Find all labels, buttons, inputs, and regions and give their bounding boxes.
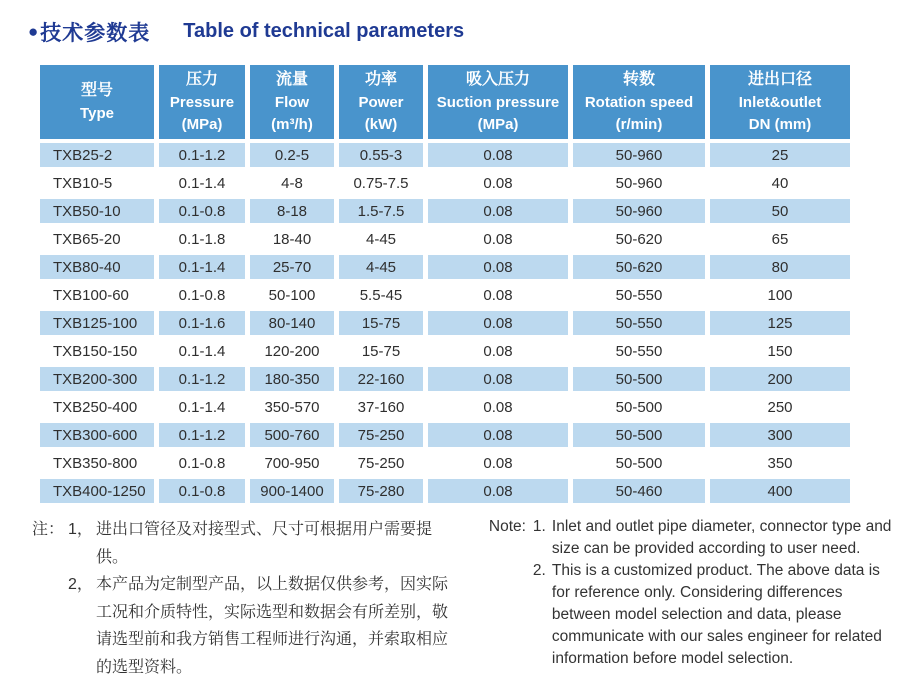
model-cell: TXB65-20 [40, 227, 154, 251]
model-cell: TXB10-5 [40, 171, 154, 195]
flow-cell: 500-760 [250, 423, 334, 447]
rotation-speed-cell: 50-620 [573, 255, 705, 279]
pressure-cell: 0.1-1.2 [159, 367, 245, 391]
model-cell: TXB25-2 [40, 143, 154, 167]
table-row-TXB200-300 [40, 367, 850, 391]
rotation-speed-cell: 50-500 [573, 395, 705, 419]
flow-cell: 350-570 [250, 395, 334, 419]
rotation-speed-cell: 50-960 [573, 143, 705, 167]
model-cell: TXB300-600 [40, 423, 154, 447]
pressure-cell: 0.1-1.8 [159, 227, 245, 251]
pressure-cell: 0.1-1.2 [159, 423, 245, 447]
flow-cell: 18-40 [250, 227, 334, 251]
flow-cell: 4-8 [250, 171, 334, 195]
note-zh-item-2-text: 本产品为定制型产品，以上数据仅供参考，因实际工况和介质特性，实际选型和数据会有所差别，敬请选型前和我方销售工程师进行沟通，并索取相应的选型资料。 [96, 576, 449, 676]
title-zh [28, 17, 150, 47]
pressure-cell: 0.1-1.6 [159, 311, 245, 335]
inlet-outlet-dn-cell: 200 [710, 367, 850, 391]
note-en-item-2-text: This is a customized product. The above data is for reference only. Considering differences between model selection and data, please communicate with our sales engineer for related information before model selection. [551, 562, 882, 667]
power-cell: 22-160 [339, 367, 423, 391]
inlet-outlet-dn-cell: 300 [710, 423, 850, 447]
power-cell: 75-250 [339, 423, 423, 447]
parameters-table [35, 61, 855, 507]
model-cell: TXB200-300 [40, 367, 154, 391]
flow-cell: 50-100 [250, 283, 334, 307]
suction-pressure-cell: 0.08 [428, 339, 568, 363]
rotation-speed-cell: 50-550 [573, 339, 705, 363]
table-row-TXB65-20 [40, 227, 850, 251]
header-flow: 流量 Flow (m³/h) [250, 65, 334, 139]
flow-cell: 180-350 [250, 367, 334, 391]
note-zh-item-1 [68, 516, 463, 571]
header-rotation-speed: 转数 Rotation speed (r/min) [573, 65, 705, 139]
rotation-speed-cell: 50-550 [573, 283, 705, 307]
table-row-TXB80-40 [40, 255, 850, 279]
inlet-outlet-dn-cell: 400 [710, 479, 850, 503]
pressure-cell: 0.1-1.4 [159, 255, 245, 279]
suction-pressure-cell: 0.08 [428, 311, 568, 335]
inlet-outlet-dn-cell: 250 [710, 395, 850, 419]
power-cell: 15-75 [339, 311, 423, 335]
pressure-cell: 0.1-1.2 [159, 143, 245, 167]
note-en-item-1-text: Inlet and outlet pipe diameter, connector type and size can be provided according to user need. [551, 518, 892, 557]
pressure-cell: 0.1-0.8 [159, 199, 245, 223]
table-row-TXB100-60 [40, 283, 850, 307]
power-cell: 4-45 [339, 227, 423, 251]
rotation-speed-cell: 50-500 [573, 451, 705, 475]
rotation-speed-cell: 50-460 [573, 479, 705, 503]
power-cell: 0.55-3 [339, 143, 423, 167]
table-body [40, 143, 850, 503]
rotation-speed-cell: 50-550 [573, 311, 705, 335]
model-cell: TXB100-60 [40, 283, 154, 307]
table-row-TXB25-2 [40, 143, 850, 167]
pressure-cell: 0.1-1.4 [159, 395, 245, 419]
model-cell: TXB125-100 [40, 311, 154, 335]
table-header [40, 65, 850, 139]
power-cell: 1.5-7.5 [339, 199, 423, 223]
suction-pressure-cell: 0.08 [428, 423, 568, 447]
inlet-outlet-dn-cell: 50 [710, 199, 850, 223]
note-zh-item-1-num: 1， [68, 521, 93, 538]
note-en-item-2-num: 2. [532, 562, 546, 579]
power-cell: 4-45 [339, 255, 423, 279]
pressure-cell: 0.1-0.8 [159, 479, 245, 503]
model-cell: TXB350-800 [40, 451, 154, 475]
table-row-TXB150-150 [40, 339, 850, 363]
page-title [0, 0, 900, 47]
note-zh-item-2-num: 2， [68, 576, 93, 594]
rotation-speed-cell: 50-960 [573, 171, 705, 195]
rotation-speed-cell: 50-620 [573, 227, 705, 251]
note-en-item-1 [533, 516, 900, 560]
header-inlet-outlet-dn: 进出口径 Inlet&outlet DN (mm) [710, 65, 850, 139]
model-cell: TXB80-40 [40, 255, 154, 279]
suction-pressure-cell: 0.08 [428, 255, 568, 279]
table-row-TXB250-400 [40, 395, 850, 419]
flow-cell: 80-140 [250, 311, 334, 335]
note-en-prefix: Note: [488, 518, 526, 535]
notes-section [32, 516, 900, 681]
power-cell: 0.75-7.5 [339, 171, 423, 195]
table-row-TXB125-100 [40, 311, 850, 335]
inlet-outlet-dn-cell: 100 [710, 283, 850, 307]
model-cell: TXB400-1250 [40, 479, 154, 503]
table-row-TXB300-600 [40, 423, 850, 447]
inlet-outlet-dn-cell: 25 [710, 143, 850, 167]
inlet-outlet-dn-cell: 125 [710, 311, 850, 335]
note-zh-item-2 [68, 571, 463, 681]
flow-cell: 900-1400 [250, 479, 334, 503]
title-en: Table of technical parameters [183, 20, 465, 42]
flow-cell: 120-200 [250, 339, 334, 363]
suction-pressure-cell: 0.08 [428, 199, 568, 223]
inlet-outlet-dn-cell: 80 [710, 255, 850, 279]
flow-cell: 25-70 [250, 255, 334, 279]
flow-cell: 0.2-5 [250, 143, 334, 167]
suction-pressure-cell: 0.08 [428, 171, 568, 195]
header-power: 功率 Power (kW) [339, 65, 423, 139]
model-cell: TXB50-10 [40, 199, 154, 223]
model-cell: TXB150-150 [40, 339, 154, 363]
inlet-outlet-dn-cell: 40 [710, 171, 850, 195]
flow-cell: 8-18 [250, 199, 334, 223]
table-row-TXB400-1250 [40, 479, 850, 503]
pressure-cell: 0.1-0.8 [159, 451, 245, 475]
power-cell: 37-160 [339, 395, 423, 419]
suction-pressure-cell: 0.08 [428, 367, 568, 391]
note-en-item-1-num: 1. [532, 518, 546, 535]
suction-pressure-cell: 0.08 [428, 283, 568, 307]
header-model: 型号 Type [40, 65, 154, 139]
note-en-item-2 [533, 560, 900, 670]
suction-pressure-cell: 0.08 [428, 451, 568, 475]
inlet-outlet-dn-cell: 350 [710, 451, 850, 475]
rotation-speed-cell: 50-500 [573, 367, 705, 391]
inlet-outlet-dn-cell: 150 [710, 339, 850, 363]
suction-pressure-cell: 0.08 [428, 479, 568, 503]
pressure-cell: 0.1-0.8 [159, 283, 245, 307]
inlet-outlet-dn-cell: 65 [710, 227, 850, 251]
pressure-cell: 0.1-1.4 [159, 339, 245, 363]
table-row-TXB50-10 [40, 199, 850, 223]
flow-cell: 700-950 [250, 451, 334, 475]
model-cell: TXB250-400 [40, 395, 154, 419]
power-cell: 15-75 [339, 339, 423, 363]
suction-pressure-cell: 0.08 [428, 395, 568, 419]
suction-pressure-cell: 0.08 [428, 227, 568, 251]
table-row-TXB350-800 [40, 451, 850, 475]
table-row-TXB10-5 [40, 171, 850, 195]
rotation-speed-cell: 50-500 [573, 423, 705, 447]
power-cell: 75-250 [339, 451, 423, 475]
note-zh [32, 516, 463, 681]
note-zh-item-1-text: 进出口管径及对接型式、尺寸可根据用户需要提供。 [96, 521, 433, 566]
bullet-icon: ● [28, 22, 40, 41]
note-zh-prefix: 注： [32, 521, 65, 538]
pressure-cell: 0.1-1.4 [159, 171, 245, 195]
header-pressure: 压力 Pressure (MPa) [159, 65, 245, 139]
title-zh-text: 技术参数表 [40, 22, 151, 45]
rotation-speed-cell: 50-960 [573, 199, 705, 223]
header-suction-pressure: 吸入压力 Suction pressure (MPa) [428, 65, 568, 139]
power-cell: 5.5-45 [339, 283, 423, 307]
suction-pressure-cell: 0.08 [428, 143, 568, 167]
power-cell: 75-280 [339, 479, 423, 503]
note-en [489, 516, 900, 681]
